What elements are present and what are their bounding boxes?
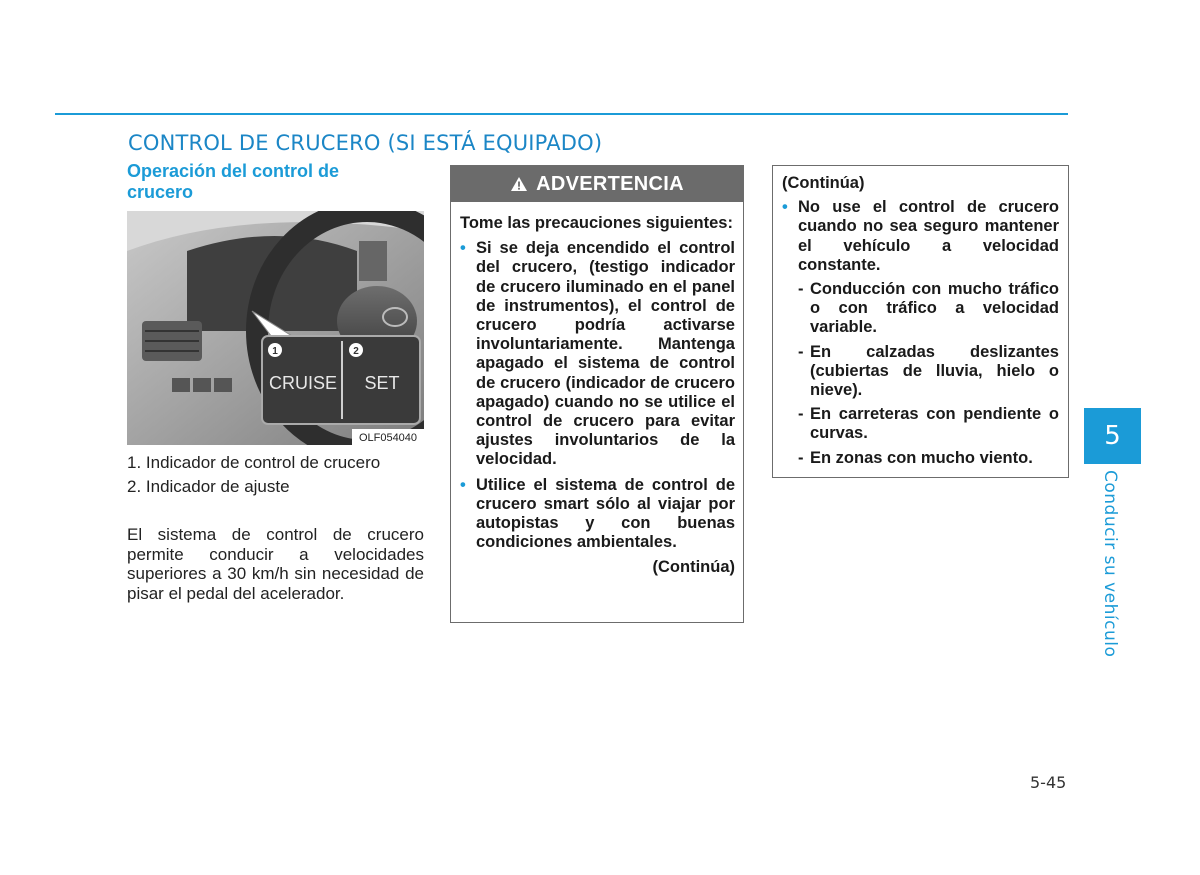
page-number: 5-45 xyxy=(1030,773,1067,792)
bullet-dot: • xyxy=(460,475,466,494)
condition-text: En calzadas deslizantes (cubiertas de lluvia, hielo o nieve). xyxy=(810,342,1059,400)
condition-item xyxy=(782,449,1059,468)
condition-text: Conducción con mucho tráfico o con tráfico a velocidad variable. xyxy=(810,280,1059,337)
bullet-dot: • xyxy=(460,239,466,258)
caption-1: 1. Indicador de control de crucero xyxy=(127,453,381,472)
dash-mark: - xyxy=(798,342,804,361)
chapter-title: Conducir su vehículo xyxy=(1100,470,1120,658)
condition-text: En carreteras con pendiente o curvas. xyxy=(810,405,1059,443)
continued-heading: (Continúa) xyxy=(782,174,865,192)
dash-mark: - xyxy=(798,405,804,424)
warning-header xyxy=(451,166,743,202)
warning-intro: Tome las precauciones siguientes: xyxy=(460,214,733,232)
figure-code: OLF054040 xyxy=(358,432,418,444)
bullet-dot: • xyxy=(782,198,788,217)
warning-bullet xyxy=(460,239,735,469)
warning-bullet xyxy=(460,476,735,553)
subsection-title: Operación del control de crucero xyxy=(127,161,340,202)
condition-item xyxy=(782,280,1059,338)
condition-text: En zonas con mucho viento. xyxy=(810,448,1033,467)
caption-2: 2. Indicador de ajuste xyxy=(127,477,290,496)
condition-item xyxy=(782,405,1059,443)
warning-continued: (Continúa) xyxy=(652,558,735,577)
continued-bullet xyxy=(782,198,1059,275)
figure-captions xyxy=(127,451,424,499)
continued-bullet-text: No use el control de crucero cuando no sea seguro mantener el vehículo a velocidad constante. xyxy=(798,198,1059,274)
dashboard-illustration xyxy=(127,211,424,445)
section-title: CONTROL DE CRUCERO (SI ESTÁ EQUIPADO) xyxy=(128,131,603,155)
dash-mark: - xyxy=(798,280,804,299)
top-rule xyxy=(55,113,1068,115)
cruise-control-figure xyxy=(127,211,424,445)
continued-box xyxy=(772,165,1069,478)
chapter-tab: 5 xyxy=(1084,408,1141,464)
condition-item xyxy=(782,343,1059,401)
warning-bullet-text: Si se deja encendido el control del crucero, (testigo indicador de crucero iluminado en el panel de instrumentos), el control de crucero podría activarse involuntariamente. Mantenga apagado el sistema de control de crucero (indicador de crucero apagado) cuando no se utilice el control de crucero para evitar ajustes involuntarios de la velocidad. xyxy=(476,239,735,469)
button-2-number: 2 xyxy=(353,346,359,357)
warning-box xyxy=(450,165,744,623)
warning-header-label: ADVERTENCIA xyxy=(536,172,684,195)
warning-triangle-icon xyxy=(510,176,528,192)
warning-bullet-text: Utilice el sistema de control de crucero smart sólo al viajar por autopistas y con buenas condiciones ambientales. xyxy=(476,475,735,552)
cruise-button-label: CRUISE xyxy=(268,373,338,393)
body-paragraph: El sistema de control de crucero permite conducir a velocidades superiores a 30 km/h sin necesidad de pisar el pedal del acelerador. xyxy=(127,525,424,603)
dash-mark: - xyxy=(798,448,804,467)
set-button-label: SET xyxy=(364,373,400,393)
button-1-number: 1 xyxy=(272,346,278,357)
